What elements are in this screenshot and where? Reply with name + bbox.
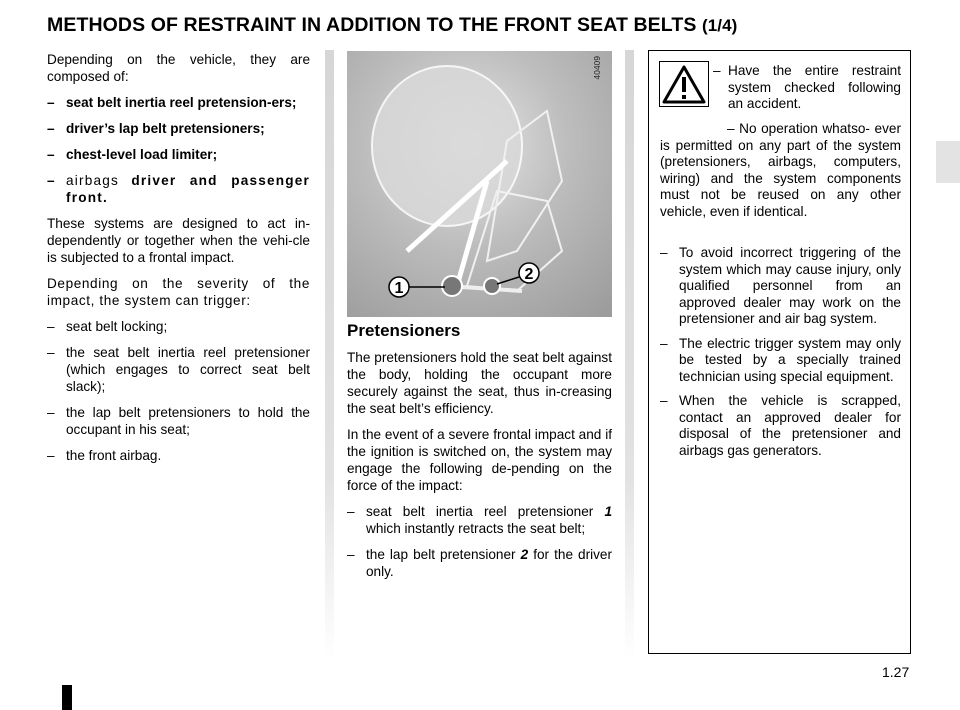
- section-tab: [936, 141, 960, 183]
- warning-box: [648, 50, 911, 654]
- component-item: – seat belt inertia reel pretension-ers;: [47, 95, 297, 110]
- pretensioner-description: The pretensioners hold the seat belt against the body, holding the occupant more securely against the seat, thus in-creasing the seat belt’s efficiency.: [347, 350, 612, 416]
- callout-2: 2: [524, 266, 534, 283]
- trigger-item: – the seat belt inertia reel pretensioner (which engages to correct seat belt slack);: [47, 345, 310, 394]
- trigger-item: – seat belt locking;: [47, 319, 168, 334]
- component-item: – driver’s lap belt pretensioners;: [47, 121, 265, 136]
- warning-item: – When the vehicle is scrapped, contact an approved dealer for disposal of the pretensioner and airbags gas generators.: [660, 393, 901, 458]
- trigger-item: – the lap belt pretensioners to hold the occupant in his seat;: [47, 405, 310, 437]
- corner-mark: [62, 685, 72, 710]
- severity-text: Depending on the severity of the impact, the system can trigger:: [47, 276, 310, 308]
- systems-text: These systems are designed to act in-dependently or together when the vehi-cle is subjected to a frontal impact.: [47, 216, 310, 265]
- column-divider: [325, 50, 334, 660]
- column-middle: [347, 322, 612, 589]
- page-title: [47, 14, 737, 37]
- warning-list: [660, 245, 901, 467]
- warning-triangle-icon: [659, 61, 709, 107]
- column-divider: [625, 50, 634, 660]
- seat-airbag-illustration: [347, 51, 612, 317]
- figure-code: 40409: [592, 56, 602, 80]
- pretensioner-item: – the lap belt pretensioner 2 for the driver only.: [347, 547, 613, 579]
- warning-item: – The electric trigger system may only be tested by a specially trained technician using special equipment.: [660, 335, 901, 384]
- trigger-item: – the front airbag.: [47, 448, 162, 463]
- title-text: METHODS OF RESTRAINT IN ADDITION TO THE FRONT SEAT BELTS: [47, 14, 697, 36]
- component-item-airbags: – airbags driver and passenger front.: [47, 173, 310, 205]
- column-left: [47, 51, 310, 473]
- callout-1: 1: [394, 280, 404, 297]
- warning-item: – No operation whatso- ever is permitted on any part of the system (pretensioners, airbags, computers, wiring) and the system components must not be reused on any other vehicle, even if identical.: [660, 121, 901, 219]
- page-number: 1.27: [882, 664, 910, 680]
- pretensioner-item: – seat belt inertia reel pretensioner 1 which instantly retracts the seat belt;: [347, 504, 613, 536]
- section-heading: Pretensioners: [347, 321, 461, 340]
- impact-description: In the event of a severe frontal impact and if the ignition is switched on, the system may engage the following de-pending on the force of the impact:: [347, 427, 612, 493]
- title-part: (1/4): [701, 16, 738, 35]
- intro-text: Depending on the vehicle, they are composed of:: [47, 52, 310, 84]
- warning-item: – Have the entire restraint system checked following an accident.: [713, 63, 901, 111]
- warning-item: – To avoid incorrect triggering of the system which may cause injury, only qualified personnel from an approved dealer may work on the pretensioner and air bag system.: [660, 245, 901, 326]
- component-item: – chest-level load limiter;: [47, 147, 218, 162]
